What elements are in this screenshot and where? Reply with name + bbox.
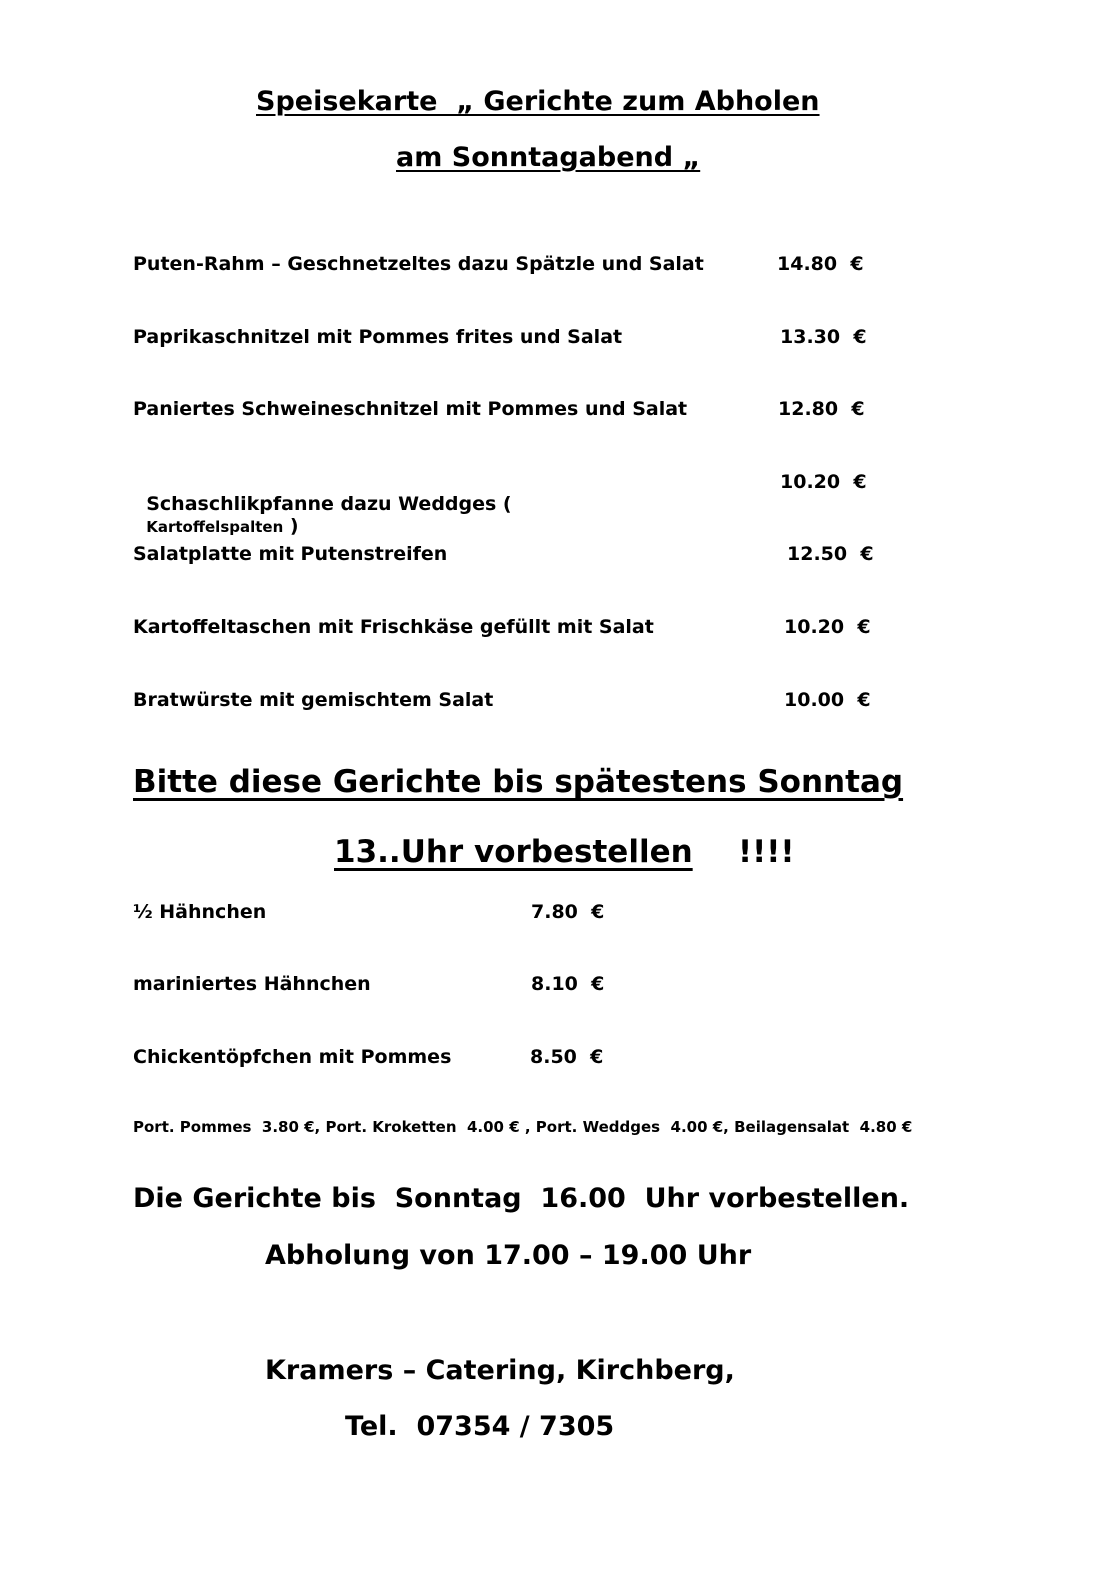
- menu-item-name: Paprikaschnitzel mit Pommes frites und Salat: [133, 326, 623, 348]
- preorder-notice-line2: [334, 834, 693, 870]
- menu-item-name: Salatplatte mit Putenstreifen: [133, 543, 448, 565]
- chicken-item-name: ½ Hähnchen: [133, 901, 267, 923]
- menu-item-price: 12.80 €: [778, 398, 865, 420]
- phone-number: Tel. 07354 / 7305: [345, 1411, 615, 1442]
- menu-item-name-group: [133, 471, 512, 537]
- pickup-time: Abholung von 17.00 – 19.00 Uhr: [265, 1240, 752, 1271]
- chicken-item-price: 8.10 €: [531, 973, 605, 995]
- menu-item-price: 13.30 €: [780, 326, 867, 348]
- menu-title-line2: am Sonntagabend „: [396, 142, 701, 173]
- menu-item-name: Kartoffeltaschen mit Frischkäse gefüllt mit Salat: [133, 616, 654, 638]
- menu-item-price: 14.80 €: [777, 253, 864, 275]
- order-deadline: Die Gerichte bis Sonntag 16.00 Uhr vorbestellen.: [133, 1183, 910, 1214]
- company-name: Kramers – Catering, Kirchberg,: [265, 1355, 735, 1386]
- menu-item-name-small: Kartoffelspalten: [146, 518, 284, 536]
- menu-item-price: 10.20 €: [784, 616, 871, 638]
- chicken-item-price: 8.50 €: [530, 1046, 604, 1068]
- menu-item-name: Bratwürste mit gemischtem Salat: [133, 689, 494, 711]
- menu-item-name-end: ): [283, 515, 299, 537]
- chicken-item-price: 7.80 €: [531, 901, 605, 923]
- menu-item-name: Schaschlikpfanne dazu Weddges (: [146, 493, 512, 515]
- preorder-notice-line1: [133, 764, 903, 800]
- menu-item-name: Puten-Rahm – Geschnetzeltes dazu Spätzle und Salat: [133, 253, 704, 275]
- menu-item-price: 12.50 €: [787, 543, 874, 565]
- preorder-notice-line2-text: 13..Uhr vorbestellen: [334, 834, 693, 870]
- menu-item-price: 10.00 €: [784, 689, 871, 711]
- sides-note: Port. Pommes 3.80 €, Port. Kroketten 4.00 € , Port. Weddges 4.00 €, Beilagensalat 4.80 €: [133, 1118, 913, 1136]
- chicken-item-name: mariniertes Hähnchen: [133, 973, 371, 995]
- preorder-notice-line1-text: Bitte diese Gerichte bis spätestens Sonntag: [133, 764, 904, 800]
- menu-item-name: Paniertes Schweineschnitzel mit Pommes und Salat: [133, 398, 688, 420]
- menu-title-line1: Speisekarte „ Gerichte zum Abholen: [256, 86, 820, 117]
- menu-item-price: 10.20 €: [780, 471, 867, 493]
- preorder-exclaim: !!!!: [738, 834, 795, 870]
- chicken-item-name: Chickentöpfchen mit Pommes: [133, 1046, 452, 1068]
